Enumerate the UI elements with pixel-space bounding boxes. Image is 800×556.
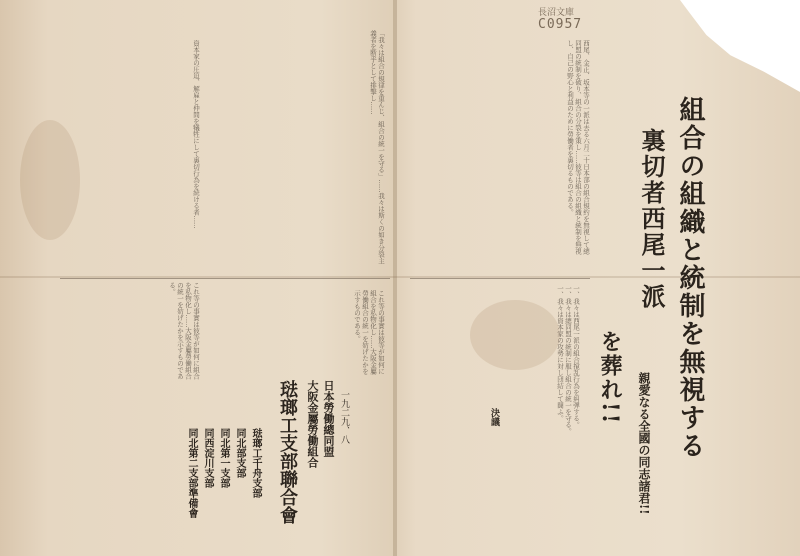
branch-4: 同西淀川支部	[202, 428, 213, 488]
fold-line-vertical	[393, 0, 397, 556]
resolution-heading: 決議	[489, 408, 499, 426]
body-text-center-lower: これ等の事實は彼等が如何に組合を私物化し……大阪金屬勞働組合の統一を妨げたかを示すものである。	[353, 290, 385, 375]
issuer-org-3: 琺瑯工支部聯合會	[277, 380, 298, 524]
branch-1: 琺瑯工千舟支部	[250, 428, 261, 498]
torn-corner	[680, 0, 800, 92]
headline-line-1: 組合の組織と統制を無視する	[675, 96, 705, 460]
stamp-number: C0957	[538, 17, 583, 32]
divider	[60, 278, 390, 279]
headline-line-3: を葬れ!!	[597, 330, 623, 426]
side-heading: 親愛なる全國の同志諸君!!	[637, 372, 651, 515]
body-text-left-top: 資本家の圧迫、解雇と仲間を犠牲にして裏切行為を続ける者……	[192, 40, 200, 229]
issue-date: 一九二九、八	[339, 390, 349, 444]
archive-stamp	[538, 8, 582, 30]
body-text-far-left: これ等の事實は彼等が如何に組合を私物化し……大阪金屬勞働組合の統一を妨げたかを示すものである。	[168, 282, 200, 380]
issuer-org-2: 大阪金屬勞働組合	[306, 380, 319, 468]
issuer-org-1: 日本勞働總同盟	[322, 380, 335, 457]
branch-2: 同北部支部	[234, 428, 245, 478]
branch-5: 同北第二支部準備會	[186, 428, 197, 518]
body-text-right: 西尾、金正、坂本等の一派は去る六月二十日本部の組合規約を無視して總同盟の統制を破り、組合の分裂を策し……彼等は組合の組織と統制を無視し、自己の野心と利益のために勞働者を裏切るものである。	[566, 40, 590, 255]
divider	[410, 278, 590, 279]
body-text-right-lower: 一、我々は西尾一派の組合撹乱行為を糾弾する。一、我々は總同盟の統制に服し組合の統一を守る。一、我々は資本家の攻勢に対し団結して闘ふ。	[556, 285, 580, 435]
issuer-block	[120, 380, 360, 550]
body-text-mid-top: 「我々は組合の規律を重んじ、組合の統一を守る」……我々は斯くの如き分裂主義者を断乎として排撃し……	[369, 30, 385, 264]
stamp-label: 長沼文庫	[538, 8, 575, 18]
branch-3: 同北第一支部	[218, 428, 229, 488]
headline-line-2: 裏切者西尾一派	[637, 128, 666, 310]
